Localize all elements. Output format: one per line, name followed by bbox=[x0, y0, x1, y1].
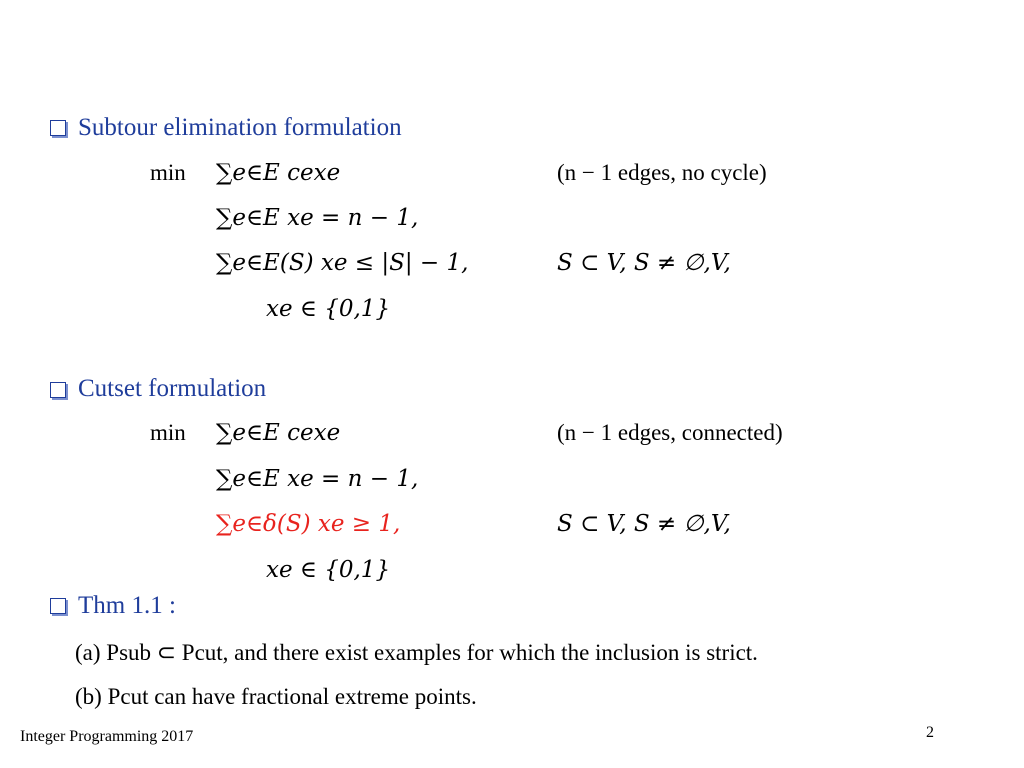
subtour-edge-count-constraint: ∑e∈E xe = n − 1, bbox=[216, 205, 419, 231]
theorem-heading: Thm 1.1 : bbox=[78, 592, 176, 619]
footer-course: Integer Programming 2017 bbox=[20, 728, 194, 745]
cutset-constraint: ∑e∈δ(S) xe ≥ 1, bbox=[216, 511, 401, 537]
cutset-heading: Cutset formulation bbox=[78, 375, 267, 402]
subtour-objective-note: (n − 1 edges, no cycle) bbox=[557, 160, 767, 185]
cutset-domain: xe ∈ {0,1} bbox=[266, 557, 391, 583]
subtour-elimination-constraint: ∑e∈E(S) xe ≤ |S| − 1, bbox=[216, 250, 469, 276]
theorem-item-b: (b) Pcut can have fractional extreme points. bbox=[75, 684, 477, 709]
cutset-constraint-condition: S ⊂ V, S ≠ ∅,V, bbox=[557, 511, 731, 537]
subtour-domain: xe ∈ {0,1} bbox=[266, 296, 391, 322]
cutset-objective-note: (n − 1 edges, connected) bbox=[557, 420, 783, 445]
subtour-constraint-condition: S ⊂ V, S ≠ ∅,V, bbox=[557, 250, 731, 276]
checkbox-bullet-icon bbox=[50, 382, 66, 398]
cutset-edge-count-constraint: ∑e∈E xe = n − 1, bbox=[216, 466, 419, 492]
checkbox-bullet-icon bbox=[50, 598, 66, 614]
page-number: 2 bbox=[926, 724, 934, 741]
checkbox-bullet-icon bbox=[50, 120, 66, 136]
theorem-item-a: (a) Psub ⊂ Pcut, and there exist examples for which the inclusion is strict. bbox=[75, 640, 758, 665]
cutset-min-label: min bbox=[150, 420, 186, 445]
subtour-min-label: min bbox=[150, 160, 186, 185]
subtour-heading: Subtour elimination formulation bbox=[78, 114, 402, 141]
subtour-objective: ∑e∈E cexe bbox=[216, 160, 341, 186]
cutset-objective: ∑e∈E cexe bbox=[216, 420, 341, 446]
